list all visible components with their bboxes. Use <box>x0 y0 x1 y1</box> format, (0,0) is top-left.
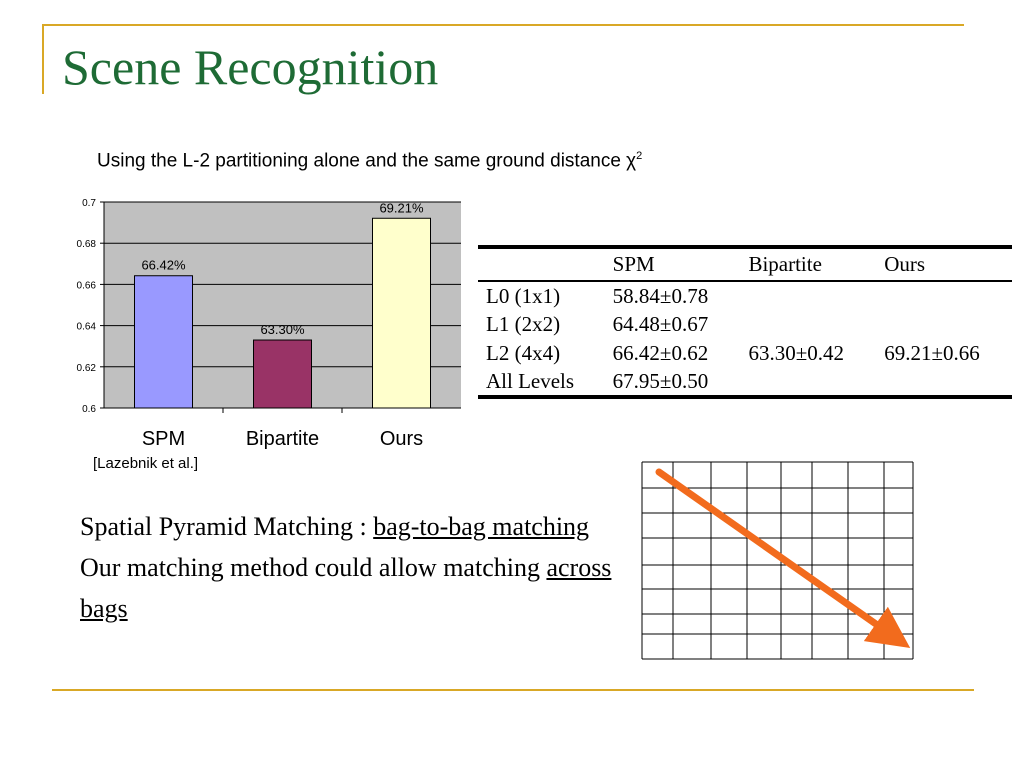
table-cell: 69.21±0.66 <box>884 340 980 365</box>
table-cell: 66.42±0.62 <box>612 340 709 365</box>
data-label: 63.30% <box>260 322 305 338</box>
across-bags-phrase: across bags <box>80 553 612 623</box>
table-cell: All Levels <box>486 368 575 393</box>
citation: [Lazebnik et al.] <box>93 455 199 472</box>
table-cell: L2 (4x4) <box>486 340 561 365</box>
subtitle-text: Using the L-2 partitioning alone and the same ground distance χ <box>97 150 637 172</box>
body-line-1-prefix: Spatial Pyramid Matching : <box>80 512 374 541</box>
table-cell: 67.95±0.50 <box>612 368 709 393</box>
slide-title: Scene Recognition <box>62 39 439 95</box>
data-label: 69.21% <box>379 200 424 216</box>
subtitle-superscript: 2 <box>636 150 643 162</box>
x-tick-label: Bipartite <box>245 428 320 450</box>
x-tick-label: Ours <box>379 428 424 450</box>
table-cell: 58.84±0.78 <box>612 284 709 308</box>
bottom-rule <box>52 689 974 691</box>
y-tick-label: 0.64 <box>76 321 96 333</box>
y-tick-label: 0.6 <box>82 404 96 415</box>
y-tick-label: 0.66 <box>76 280 96 292</box>
table-header-cell: SPM <box>605 247 741 281</box>
table-cell: L0 (1x1) <box>486 284 561 308</box>
table-cell: 63.30±0.42 <box>748 340 844 365</box>
table-header-cell: Bipartite <box>740 247 876 281</box>
y-tick-label: 0.62 <box>76 362 96 374</box>
bag-to-bag-phrase: bag-to-bag matching <box>373 512 590 541</box>
y-tick-label: 0.7 <box>82 198 96 209</box>
table-cell: L1 (2x2) <box>486 312 561 337</box>
data-label: 66.42% <box>141 257 186 273</box>
body-line-2-text: Our matching method could allow matching <box>80 553 547 582</box>
y-tick-label: 0.68 <box>76 239 96 251</box>
x-tick-label: SPM <box>141 428 186 450</box>
table-header-cell: Ours <box>876 247 1012 281</box>
table-cell: 64.48±0.67 <box>612 312 709 337</box>
diagonal-arrow <box>659 472 893 636</box>
